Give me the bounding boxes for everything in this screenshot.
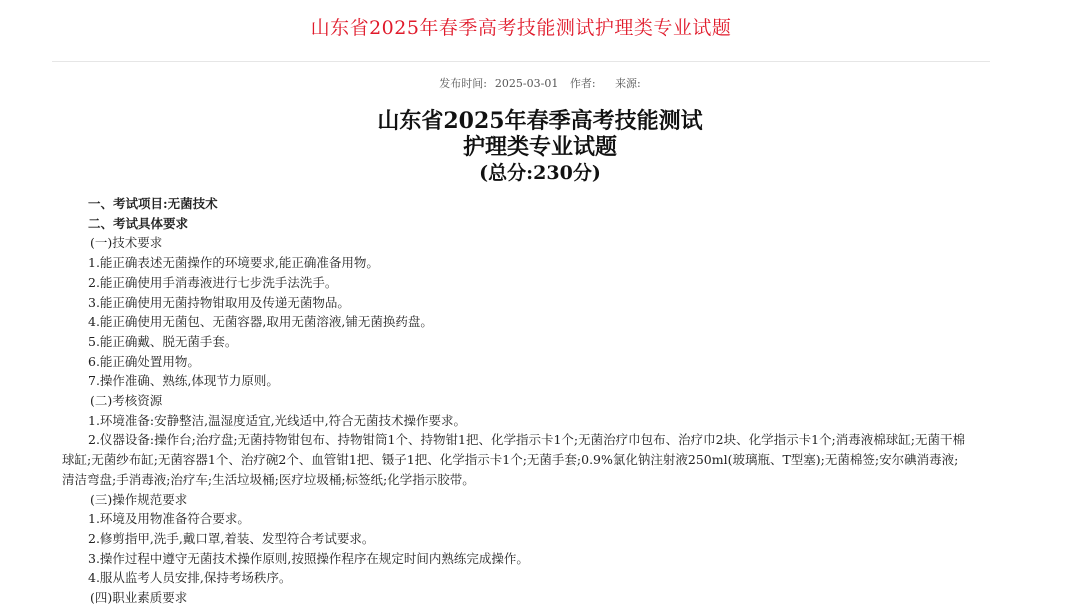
page-title: 山东省2025年春季高考技能测试护理类专业试题 — [310, 17, 732, 39]
author-label: 作者: — [569, 77, 596, 90]
article-meta — [0, 75, 1080, 89]
list-item: 2.修剪指甲,洗手,戴口罩,着装、发型符合考试要求。 — [88, 530, 375, 546]
subsection-operation: (三)操作规范要求 — [90, 491, 188, 507]
list-item-equipment: 2.仪器设备:操作台;治疗盘;无菌持物钳包布、持物钳筒1个、持物钳1把、化学指示卡1个;无菌治疗巾包布、治疗巾2块、化学指示卡1个;消毒液棉球缸;无菌干棉球缸;无菌纱布缸;无菌容器1个、治疗碗2个、血管钳1把、镊子1把、化学指示卡1个;无菌手套;0.9%氯化钠注射液250ml(玻璃瓶、T型塞);无菌棉签;安尔碘消毒液;清洁弯盘;手消毒液;治疗车;生活垃圾桶;医疗垃圾桶;标签纸;化学指示胶带。 — [62, 432, 965, 487]
doc-total-score: (总分:230分) — [479, 162, 601, 184]
section-exam-item: 一、考试项目:无菌技术 — [88, 196, 218, 211]
source-label: 来源: — [615, 77, 641, 90]
publish-date: 2025-03-01 — [494, 77, 559, 90]
list-item: 1.能正确表述无菌操作的环境要求,能正确准备用物。 — [88, 255, 379, 271]
article-body — [62, 194, 970, 608]
list-item: 4.能正确使用无菌包、无菌容器,取用无菌溶液,铺无菌换药盘。 — [88, 314, 433, 330]
list-item: 3.操作过程中遵守无菌技术操作原则,按照操作程序在规定时间内熟练完成操作。 — [88, 550, 529, 566]
doc-title-line2: 护理类专业试题 — [462, 134, 617, 160]
list-item: 1.环境准备:安静整洁,温湿度适宜,光线适中,符合无菌技术操作要求。 — [88, 412, 467, 428]
document-title — [0, 108, 1080, 186]
list-item: 2.能正确使用手消毒液进行七步洗手法洗手。 — [88, 274, 338, 290]
list-item: 1.环境及用物准备符合要求。 — [88, 511, 250, 527]
page-header — [52, 0, 990, 62]
subsection-resources: (二)考核资源 — [90, 393, 163, 409]
list-item: 3.能正确使用无菌持物钳取用及传递无菌物品。 — [88, 294, 350, 310]
publish-label: 发布时间: — [439, 77, 487, 90]
list-item: 4.服从监考人员安排,保持考场秩序。 — [88, 570, 292, 586]
doc-title-line1: 山东省2025年春季高考技能测试 — [377, 108, 703, 134]
subsection-professional: (四)职业素质要求 — [90, 590, 188, 606]
list-item: 5.能正确戴、脱无菌手套。 — [88, 333, 238, 349]
section-requirements: 二、考试具体要求 — [88, 215, 189, 231]
subsection-tech: (一)技术要求 — [90, 235, 163, 251]
list-item: 7.操作准确、熟练,体现节力原则。 — [88, 373, 279, 389]
list-item: 6.能正确处置用物。 — [88, 353, 200, 369]
